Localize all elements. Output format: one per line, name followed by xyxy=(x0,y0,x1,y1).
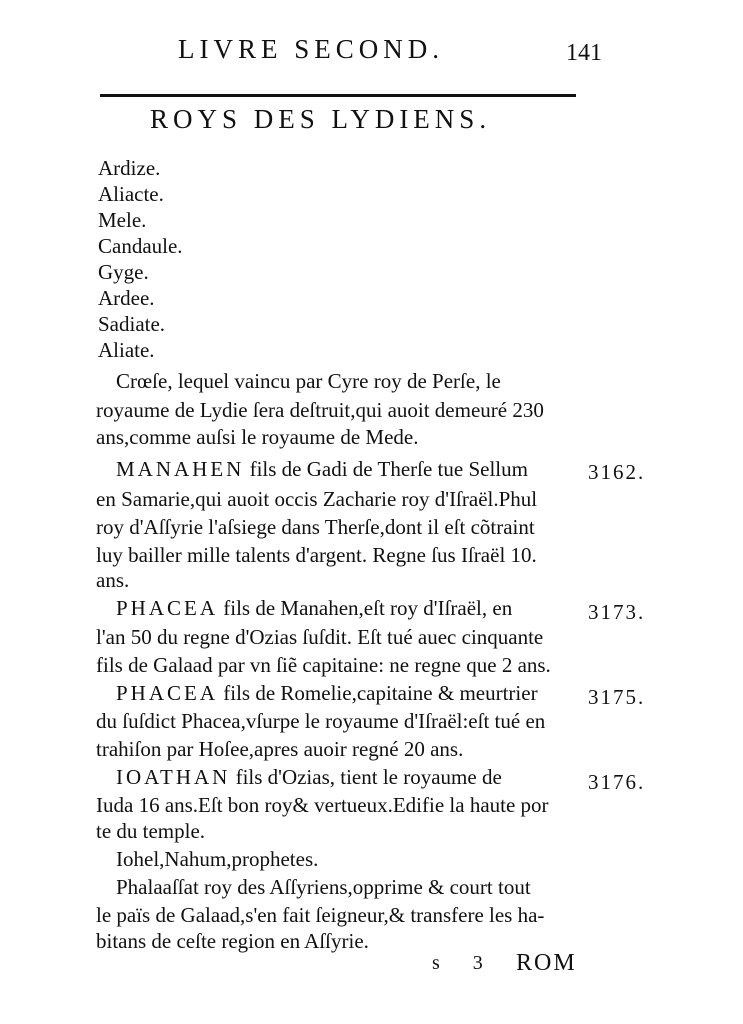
paragraph-line: fils de Galaad par vn ſiẽ capitaine: ne regne que 2 ans. xyxy=(96,653,551,677)
entry-text: fils d'Ozias, tient le royaume de xyxy=(230,765,502,789)
entry-name: PHACEA xyxy=(116,596,219,620)
paragraph-line: Crœſe, lequel vaincu par Cyre roy de Perſe, le xyxy=(116,369,501,393)
king-list-item: Gyge. xyxy=(98,260,149,284)
paragraph-line: ans. xyxy=(96,568,130,592)
entry-text: fils de Manahen,eſt roy d'Iſraël, en xyxy=(218,596,513,620)
king-list-item: Mele. xyxy=(98,208,147,232)
paragraph-line: le païs de Galaad,s'en fait ſeigneur,& transfere les ha- xyxy=(96,903,545,927)
signature-mark: s 3 xyxy=(432,952,497,974)
paragraph-line: te du temple. xyxy=(96,819,206,843)
king-list-item: Sadiate. xyxy=(98,312,166,336)
margin-year: 3173. xyxy=(588,600,646,624)
entry-first-line xyxy=(116,457,528,482)
paragraph-line: Phalaaſſat roy des Aſſyriens,opprime & court tout xyxy=(116,875,531,899)
entry-first-line xyxy=(116,681,538,706)
catchword: ROM xyxy=(516,950,577,976)
king-list-item: Ardee. xyxy=(98,286,155,310)
paragraph-line: Iohel,Nahum,prophetes. xyxy=(116,847,319,871)
paragraph-line: trahiſon par Hoſee,apres auoir regné 20 ans. xyxy=(96,737,464,761)
entry-text: fils de Romelie,capitaine & meurtrier xyxy=(218,681,538,705)
king-list-item: Aliate. xyxy=(98,338,155,362)
paragraph-line: roy d'Aſſyrie l'aſsiege dans Therſe,dont il eſt cõtraint xyxy=(96,515,535,539)
entry-first-line xyxy=(116,596,512,621)
paragraph-line: Iuda 16 ans.Eſt bon roy& vertueux.Edifie la haute por xyxy=(96,793,549,817)
king-list-item: Aliacte. xyxy=(98,182,164,206)
paragraph-line: bitans de ceſte region en Aſſyrie. xyxy=(96,929,369,953)
running-head: LIVRE SECOND. xyxy=(178,34,444,64)
margin-year: 3162. xyxy=(588,460,646,484)
king-list-item: Candaule. xyxy=(98,234,183,258)
entry-text: fils de Gadi de Therſe tue Sellum xyxy=(244,457,528,481)
page-number: 141 xyxy=(566,40,602,66)
section-title: ROYS DES LYDIENS. xyxy=(150,104,492,134)
paragraph-line: l'an 50 du regne d'Ozias ſuſdit. Eſt tué auec cinquante xyxy=(96,625,544,649)
paragraph-line: du ſuſdict Phacea,vſurpe le royaume d'Iſraël:eſt tué en xyxy=(96,709,546,733)
king-list-item: Ardize. xyxy=(98,156,161,180)
margin-year: 3175. xyxy=(588,685,646,709)
header-rule xyxy=(100,94,576,97)
entry-first-line xyxy=(116,765,502,790)
paragraph-line: luy bailler mille talents d'argent. Regne ſus Iſraël 10. xyxy=(96,543,537,567)
entry-name: PHACEA xyxy=(116,681,219,705)
paragraph-line: royaume de Lydie ſera deſtruit,qui auoit demeuré 230 xyxy=(96,398,544,422)
paragraph-line: en Samarie,qui auoit occis Zacharie roy d'Iſraël.Phul xyxy=(96,487,538,511)
margin-year: 3176. xyxy=(588,770,646,794)
entry-name: MANAHEN xyxy=(116,457,245,481)
paragraph-line: ans,comme auſsi le royaume de Mede. xyxy=(96,425,419,449)
entry-name: IOATHAN xyxy=(116,765,231,789)
